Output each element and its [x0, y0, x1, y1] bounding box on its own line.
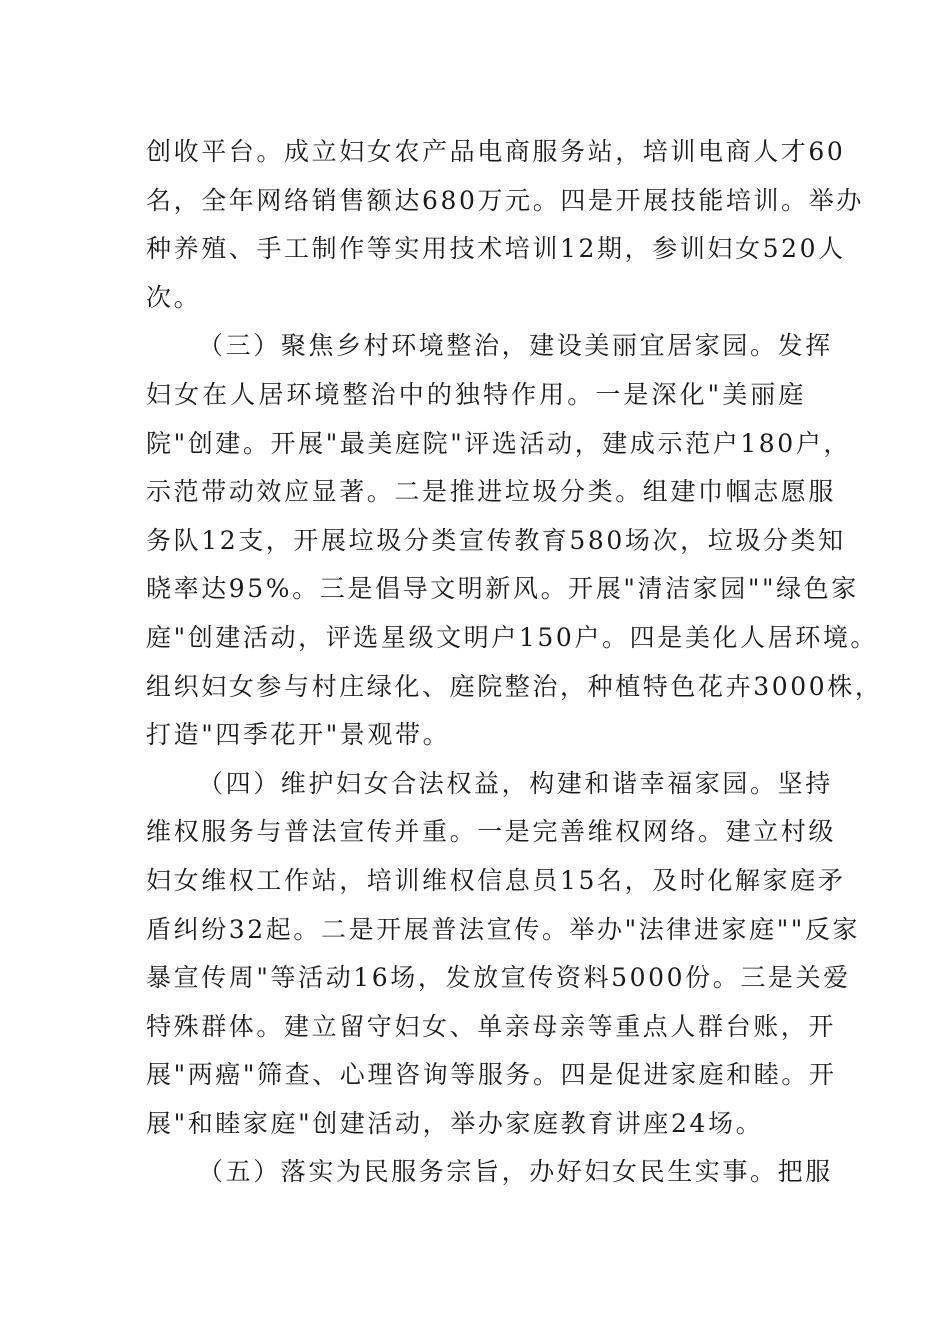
document-line: 妇女维权工作站，培训维权信息员15名，及时化解家庭矛 — [146, 865, 846, 895]
document-line: 务队12支，开展垃圾分类宣传教育580场次，垃圾分类知 — [146, 525, 846, 555]
document-line: （五）落实为民服务宗旨，办好妇女民生实事。把服 — [198, 1157, 833, 1187]
document-line: 名，全年网络销售额达680万元。四是开展技能培训。举办 — [146, 185, 864, 215]
document-line: 特殊群体。建立留守妇女、单亲母亲等重点人群台账，开 — [146, 1011, 837, 1041]
document-line: 院"创建。开展"最美庭院"评选活动，建成示范户180户， — [146, 428, 852, 458]
document-line: 次。 — [146, 282, 202, 312]
document-line: 盾纠纷32起。二是开展普法宣传。举办"法律进家庭""反家 — [146, 914, 861, 944]
document-line: 创收平台。成立妇女农产品电商服务站，培训电商人才60 — [146, 137, 846, 166]
document-line: （四）维护妇女合法权益，构建和谐幸福家园。坚持 — [198, 768, 833, 798]
document-line: 展"两癌"筛查、心理咨询等服务。四是促进家庭和睦。开 — [146, 1060, 837, 1090]
document-line: 晓率达95%。三是倡导文明新风。开展"清洁家园""绿色家 — [146, 574, 859, 604]
document-line: 暴宣传周"等活动16场，发放宣传资料5000份。三是关爱 — [146, 963, 851, 993]
document-line: 维权服务与普法宣传并重。一是完善维权网络。建立村级 — [146, 817, 837, 847]
document-line: 示范带动效应显著。二是推进垃圾分类。组建巾帼志愿服 — [146, 477, 837, 507]
document-line: （三）聚焦乡村环境整治，建设美丽宜居家园。发挥 — [198, 331, 833, 361]
document-line: 庭"创建活动，评选星级文明户150户。四是美化人居环境。 — [146, 622, 879, 652]
document-line: 妇女在人居环境整治中的独特作用。一是深化"美丽庭 — [146, 379, 806, 409]
document-line: 打造"四季花开"景观带。 — [146, 720, 451, 750]
document-body — [146, 128, 883, 1197]
document-line: 展"和睦家庭"创建活动，举办家庭教育讲座24场。 — [146, 1108, 764, 1138]
document-line: 组织妇女参与村庄绿化、庭院整治，种植特色花卉3000株， — [146, 671, 883, 701]
document-line: 种养殖、手工制作等实用技术培训12期，参训妇女520人 — [146, 234, 846, 264]
